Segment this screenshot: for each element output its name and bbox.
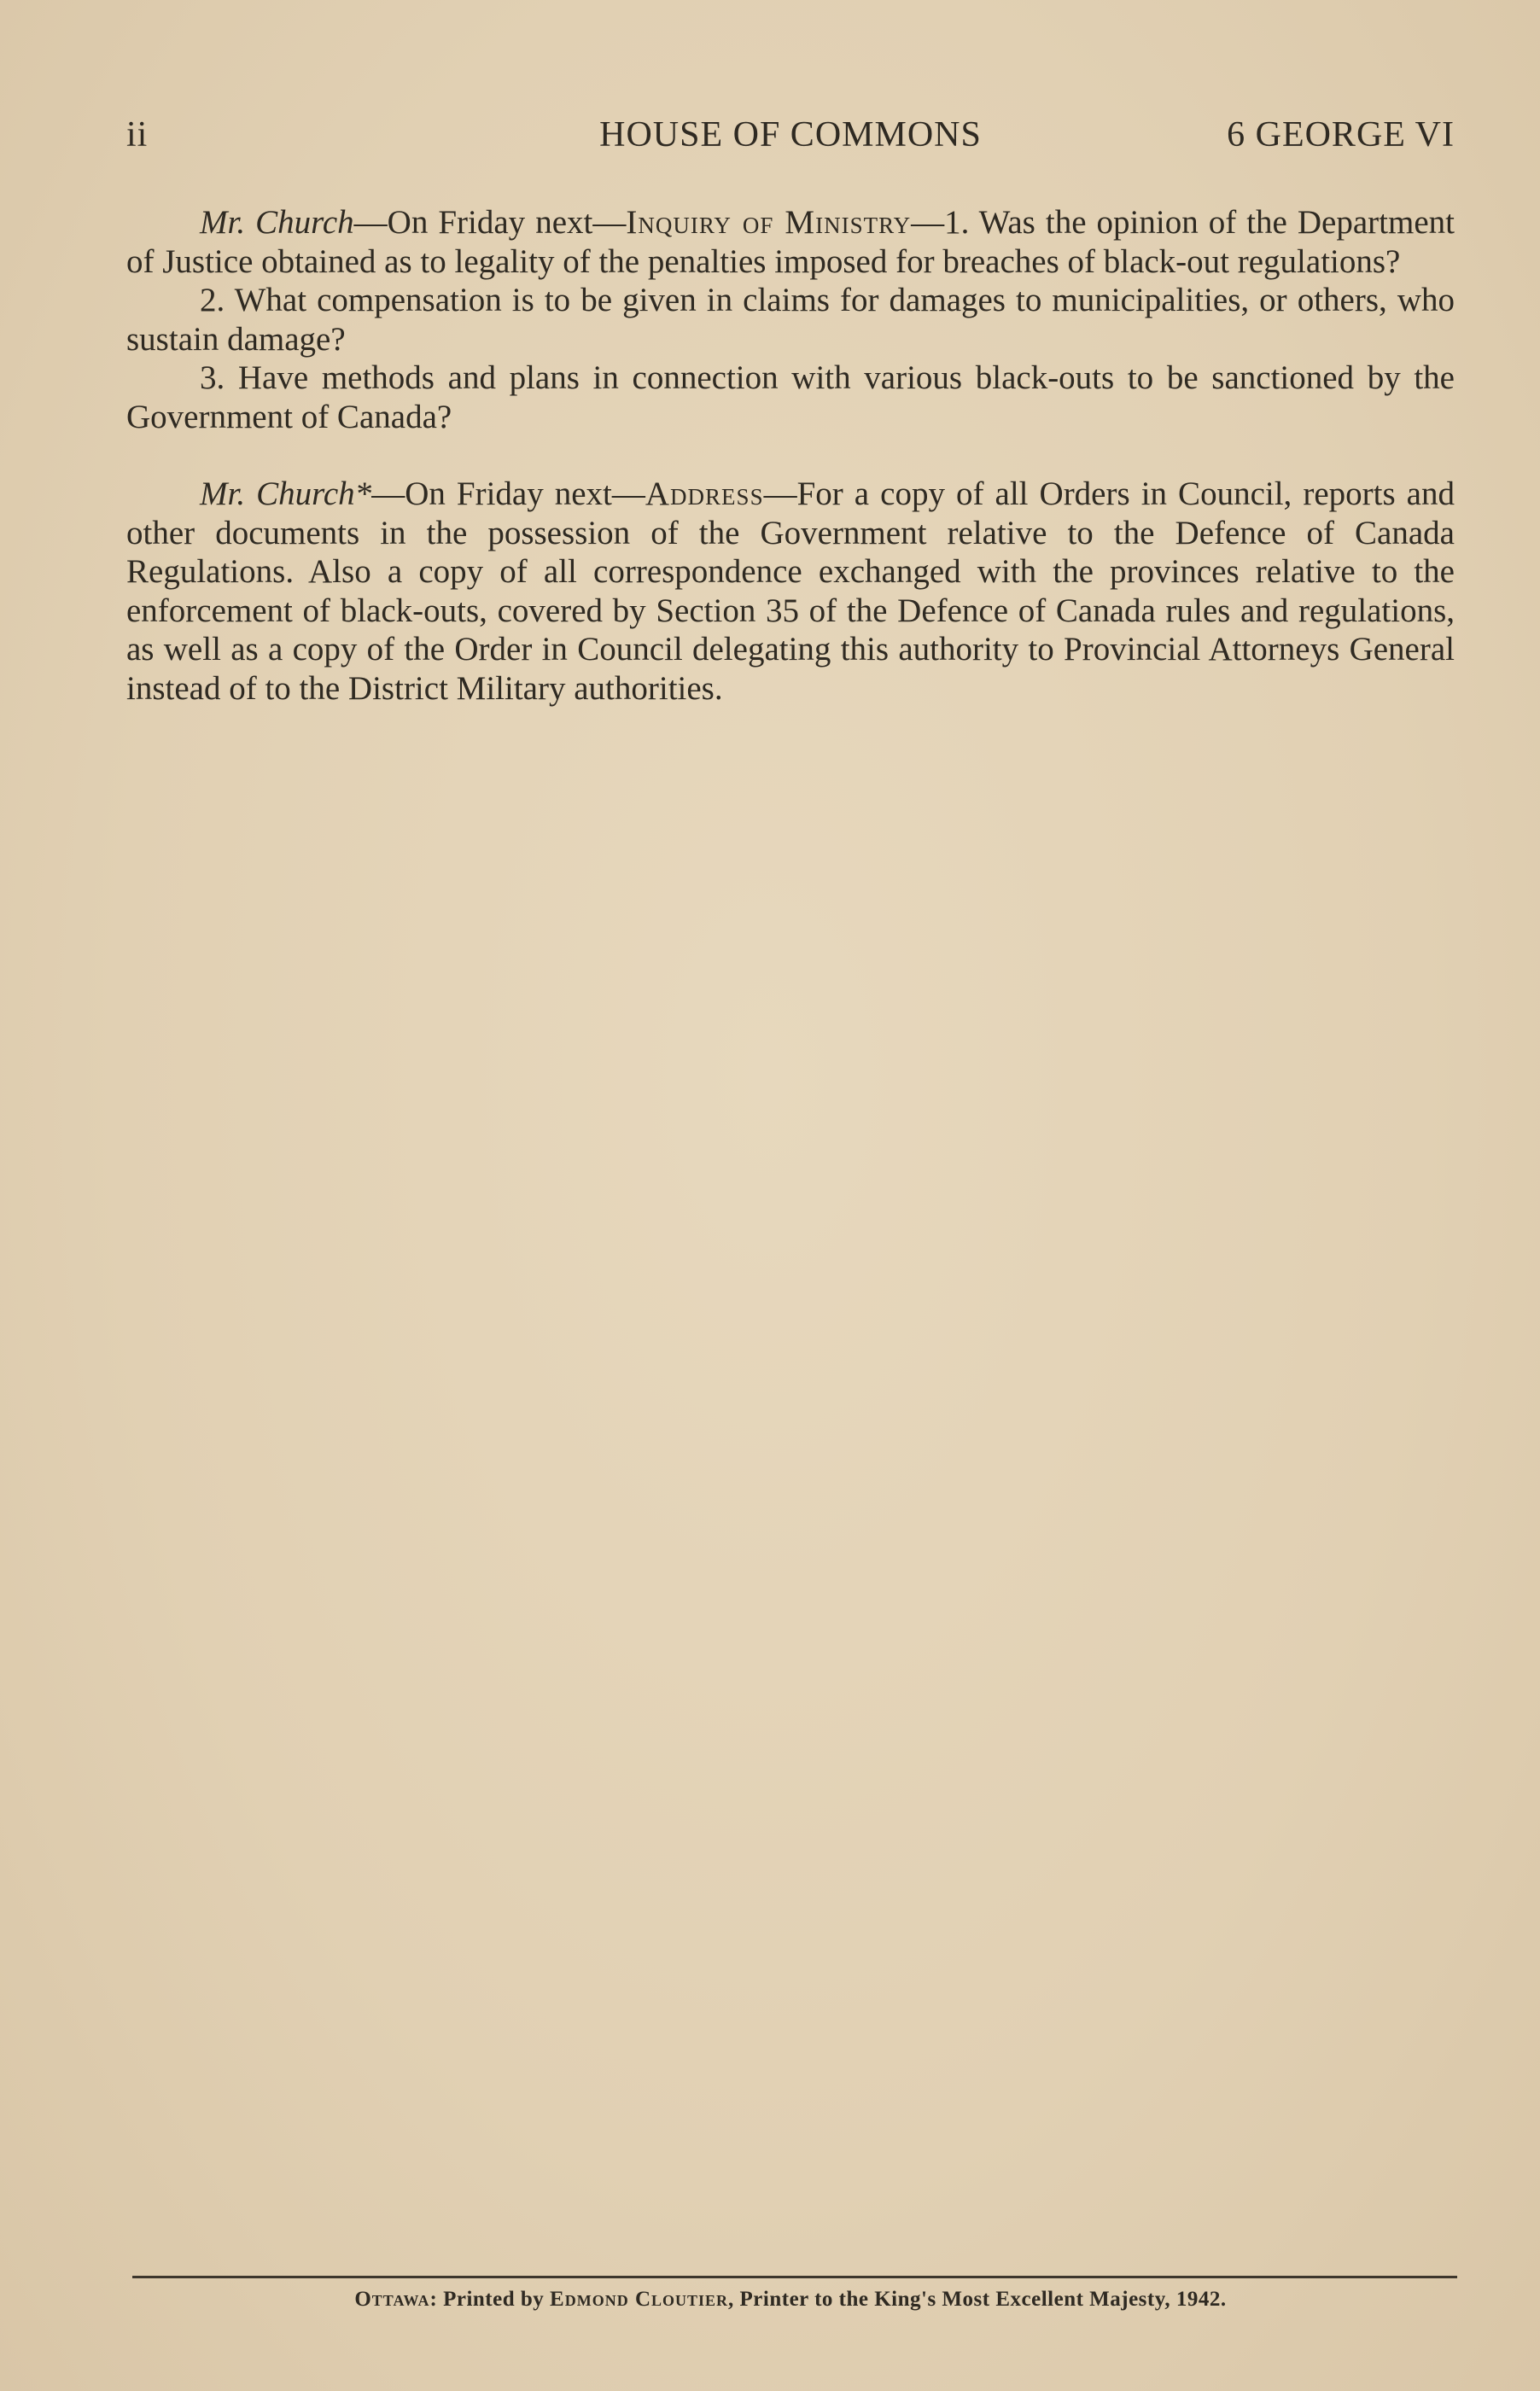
page-header — [126, 109, 1455, 160]
member-name: Mr. Church* — [200, 475, 372, 512]
imprint-printer: Edmond Cloutier — [550, 2288, 729, 2311]
notice-date: —On Friday next— — [371, 475, 645, 512]
question-text: 1. Was the opinion of the Department of Justice obtained as to legality of the penalties imposed for breaches of black-out regulations? — [126, 204, 1455, 280]
printer-imprint: Ottawa: Printed by Edmond Cloutier, Printer to the King's Most Excellent Majesty, 1942. — [354, 2288, 1227, 2311]
notice-date: —On Friday next— — [353, 204, 627, 241]
notice-inquiry-paragraph-3: 3. Have methods and plans in connection with various black-outs to be sanctioned by the Government of Canada? — [126, 359, 1455, 435]
notice-inquiry-paragraph-1: Mr. Church—On Friday next—Inquiry of Ministry—1. Was the opinion of the Department of Justice obtained as to legality of the penalties imposed for breaches of black-out regulations? — [126, 204, 1455, 280]
regnal-year: 6 GEORGE VI — [1227, 115, 1455, 155]
address-text: For a copy of all Orders in Council, reports and other documents in the possession of the Government relative to the Defence of Canada Regulations. Also a copy of all correspondence exchanged with the provinces relative to the enforcement of black-outs, covered by Section 35 of the Defence of Canada rules and regulations, as well as a copy of the Order in Council delegating this authority to Provincial Attorneys General instead of to the District Military authorities. — [126, 475, 1455, 707]
footer-rule — [132, 2276, 1457, 2278]
page-title: HOUSE OF COMMONS — [599, 115, 982, 155]
notice-address-paragraph: Mr. Church*—On Friday next—Address—For a copy of all Orders in Council, reports and other documents in the possession of the Government relative to the Defence of Canada Regulations. Also a copy of all correspondence exchanged with the provinces relative to the enforcement of black-outs, covered by Section 35 of the Defence of Canada rules and regulations, as well as a copy of the Order in Council delegating this authority to Provincial Attorneys General instead of to the District Military authorities. — [126, 475, 1455, 707]
notice-type: Address — [645, 475, 764, 512]
page-number: ii — [126, 115, 149, 155]
notice-body — [126, 203, 1455, 708]
member-name: Mr. Church — [200, 204, 354, 241]
notice-inquiry-paragraph-2: 2. What compensation is to be given in claims for damages to municipalities, or others, who sustain damage? — [126, 282, 1455, 358]
notice-type: Inquiry of Ministry — [626, 204, 912, 241]
imprint-city: Ottawa — [354, 2288, 430, 2311]
